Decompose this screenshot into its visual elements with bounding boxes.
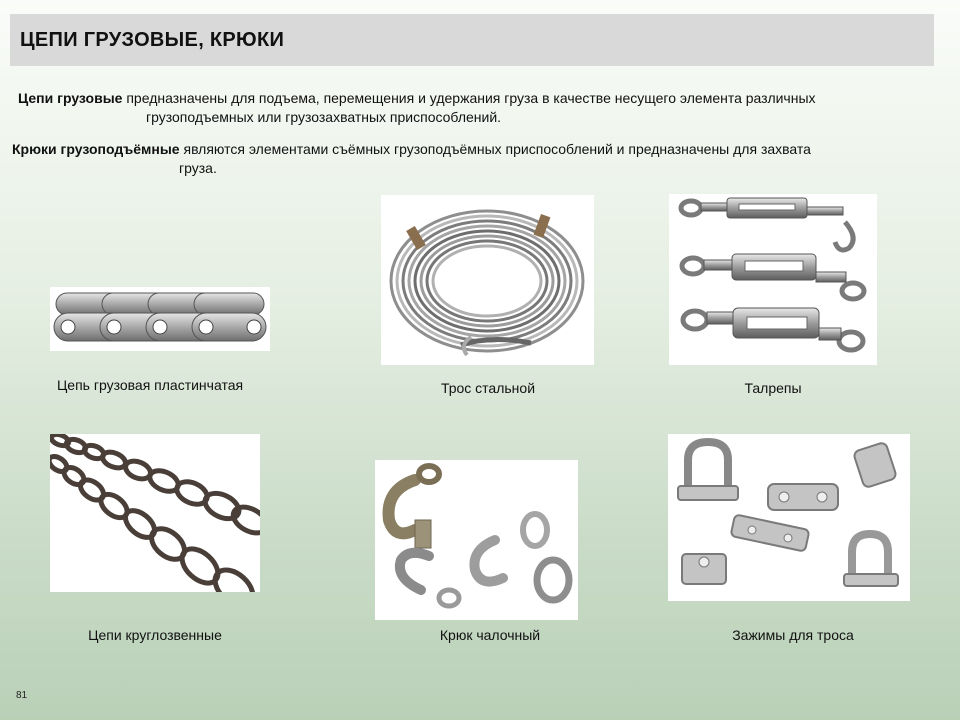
paragraph-chains-line1: предназначены для подъема, перемещения и удержания груза в качестве несущего элемента различных (122, 90, 816, 106)
paragraph-chains (18, 89, 938, 127)
paragraph-hooks (12, 140, 942, 178)
paragraph-hooks-line2: груза. (179, 160, 217, 176)
caption-round-link-chains: Цепи круглозвенные (88, 627, 222, 643)
caption-plate-chain: Цепь грузовая пластинчатая (56, 377, 244, 393)
steel-wire-coil-image (381, 195, 594, 365)
round-link-chains-image (50, 434, 260, 592)
turnbuckles-image (669, 194, 877, 365)
caption-steel-wire: Трос стальной (440, 380, 536, 396)
paragraph-chains-line2: грузоподъемных или грузозахватных приспособлений. (146, 109, 502, 125)
wire-rope-clamps-image (668, 434, 910, 601)
term-hooks: Крюки грузоподъёмные (12, 141, 180, 157)
paragraph-hooks-line1: являются элементами съёмных грузоподъёмных приспособлений и предназначены для захвата (179, 141, 811, 157)
slide-title: ЦЕПИ ГРУЗОВЫЕ, КРЮКИ (20, 29, 285, 51)
sling-hooks-image (375, 460, 578, 620)
caption-sling-hook: Крюк чалочный (439, 627, 541, 643)
term-chains: Цепи грузовые (18, 90, 123, 106)
caption-turnbuckles: Талрепы (744, 380, 802, 396)
page-number: 81 (16, 690, 28, 701)
caption-rope-clamps: Зажимы для троса (732, 627, 854, 643)
plate-chain-image (50, 287, 270, 351)
title-bar (10, 14, 934, 66)
